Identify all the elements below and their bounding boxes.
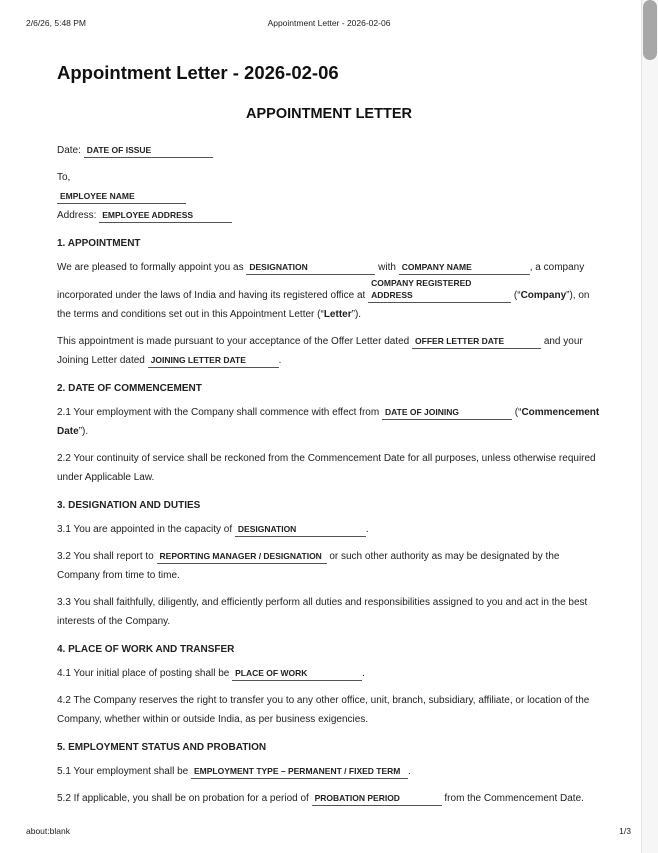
date-of-joining-field[interactable]: DATE OF JOINING: [382, 406, 512, 420]
print-footer-url: about:blank: [26, 826, 70, 836]
section-heading-commencement: 2. DATE OF COMMENCEMENT: [57, 383, 202, 394]
paragraph-5-2: 5.2 If applicable, you shall be on probation for a period of PROBATION PERIOD from the Commencement Date.: [57, 793, 584, 804]
paragraph-5-1: 5.1 Your employment shall be EMPLOYMENT TYPE – PERMANENT / FIXED TERM .: [57, 766, 411, 777]
paragraph-3-3: 3.3 You shall faithfully, diligently, and efficiently perform all duties and responsibilities assigned to you and act in the best interests of the Company.: [57, 597, 588, 627]
section-heading-employment-status: 5. EMPLOYMENT STATUS AND PROBATION: [57, 742, 267, 753]
company-address-field[interactable]: COMPANY REGISTERED ADDRESS: [368, 277, 511, 303]
paragraph-4-1: 4.1 Your initial place of posting shall be PLACE OF WORK .: [57, 668, 365, 679]
print-header-title: Appointment Letter - 2026-02-06: [267, 18, 391, 28]
date-of-issue-field[interactable]: DATE OF ISSUE: [84, 144, 213, 158]
place-of-work-field[interactable]: PLACE OF WORK: [232, 667, 362, 681]
offer-letter-date-field[interactable]: OFFER LETTER DATE: [412, 335, 541, 349]
print-date: 2/6/26, 5:48 PM: [26, 18, 87, 28]
company-name-field[interactable]: COMPANY NAME: [399, 261, 530, 275]
letter-body: [57, 141, 603, 816]
designation-field-2[interactable]: DESIGNATION: [235, 523, 366, 537]
reporting-manager-field[interactable]: REPORTING MANAGER / DESIGNATION: [157, 550, 327, 564]
letter-heading: APPOINTMENT LETTER: [246, 106, 412, 122]
employee-name-field[interactable]: EMPLOYEE NAME: [57, 190, 186, 204]
scrollbar[interactable]: [642, 0, 658, 853]
paragraph-1-1: We are pleased to formally appoint you as DESIGNATION with COMPANY NAME , a company incorporated under the laws of India and having its registered office at COMPANY REGISTERED ADDRESS (“Company”), on the terms and conditions set out in this Appointment Letter (“Letter”).: [57, 262, 590, 320]
probation-period-field[interactable]: PROBATION PERIOD: [312, 792, 442, 806]
section-heading-designation: 3. DESIGNATION AND DUTIES: [57, 500, 201, 511]
to-label: To,: [57, 172, 71, 183]
employment-type-field[interactable]: EMPLOYMENT TYPE – PERMANENT / FIXED TERM: [191, 765, 408, 779]
paragraph-2-1: 2.1 Your employment with the Company shall commence with effect from DATE OF JOINING (“Commencement Date”).: [57, 407, 600, 437]
address-label: Address:: [57, 210, 97, 221]
paragraph-4-2: 4.2 The Company reserves the right to transfer you to any other office, unit, branch, subsidiary, affiliate, or location of the Company, whether within or outside India, as per business exigencies.: [57, 695, 590, 725]
paragraph-2-2: 2.2 Your continuity of service shall be reckoned from the Commencement Date for all purposes, unless otherwise required under Applicable Law.: [57, 453, 596, 483]
paragraph-3-1: 3.1 You are appointed in the capacity of DESIGNATION .: [57, 524, 369, 535]
section-heading-place-of-work: 4. PLACE OF WORK AND TRANSFER: [57, 644, 235, 655]
joining-letter-date-field[interactable]: JOINING LETTER DATE: [148, 354, 279, 368]
employee-address-field[interactable]: EMPLOYEE ADDRESS: [99, 209, 232, 223]
page-indicator: 1/3: [619, 826, 631, 836]
paragraph-1-2: This appointment is made pursuant to your acceptance of the Offer Letter dated OFFER LETTER DATE and your Joining Letter dated JOINING LETTER DATE .: [57, 336, 583, 366]
section-heading-appointment: 1. APPOINTMENT: [57, 238, 141, 249]
document-title: Appointment Letter - 2026-02-06: [57, 62, 339, 83]
date-label: Date:: [57, 145, 81, 156]
scrollbar-thumb[interactable]: [643, 0, 657, 60]
paragraph-3-2: 3.2 You shall report to REPORTING MANAGER / DESIGNATION or such other authority as may be designated by the Company from time to time.: [57, 551, 560, 581]
designation-field[interactable]: DESIGNATION: [246, 261, 375, 275]
